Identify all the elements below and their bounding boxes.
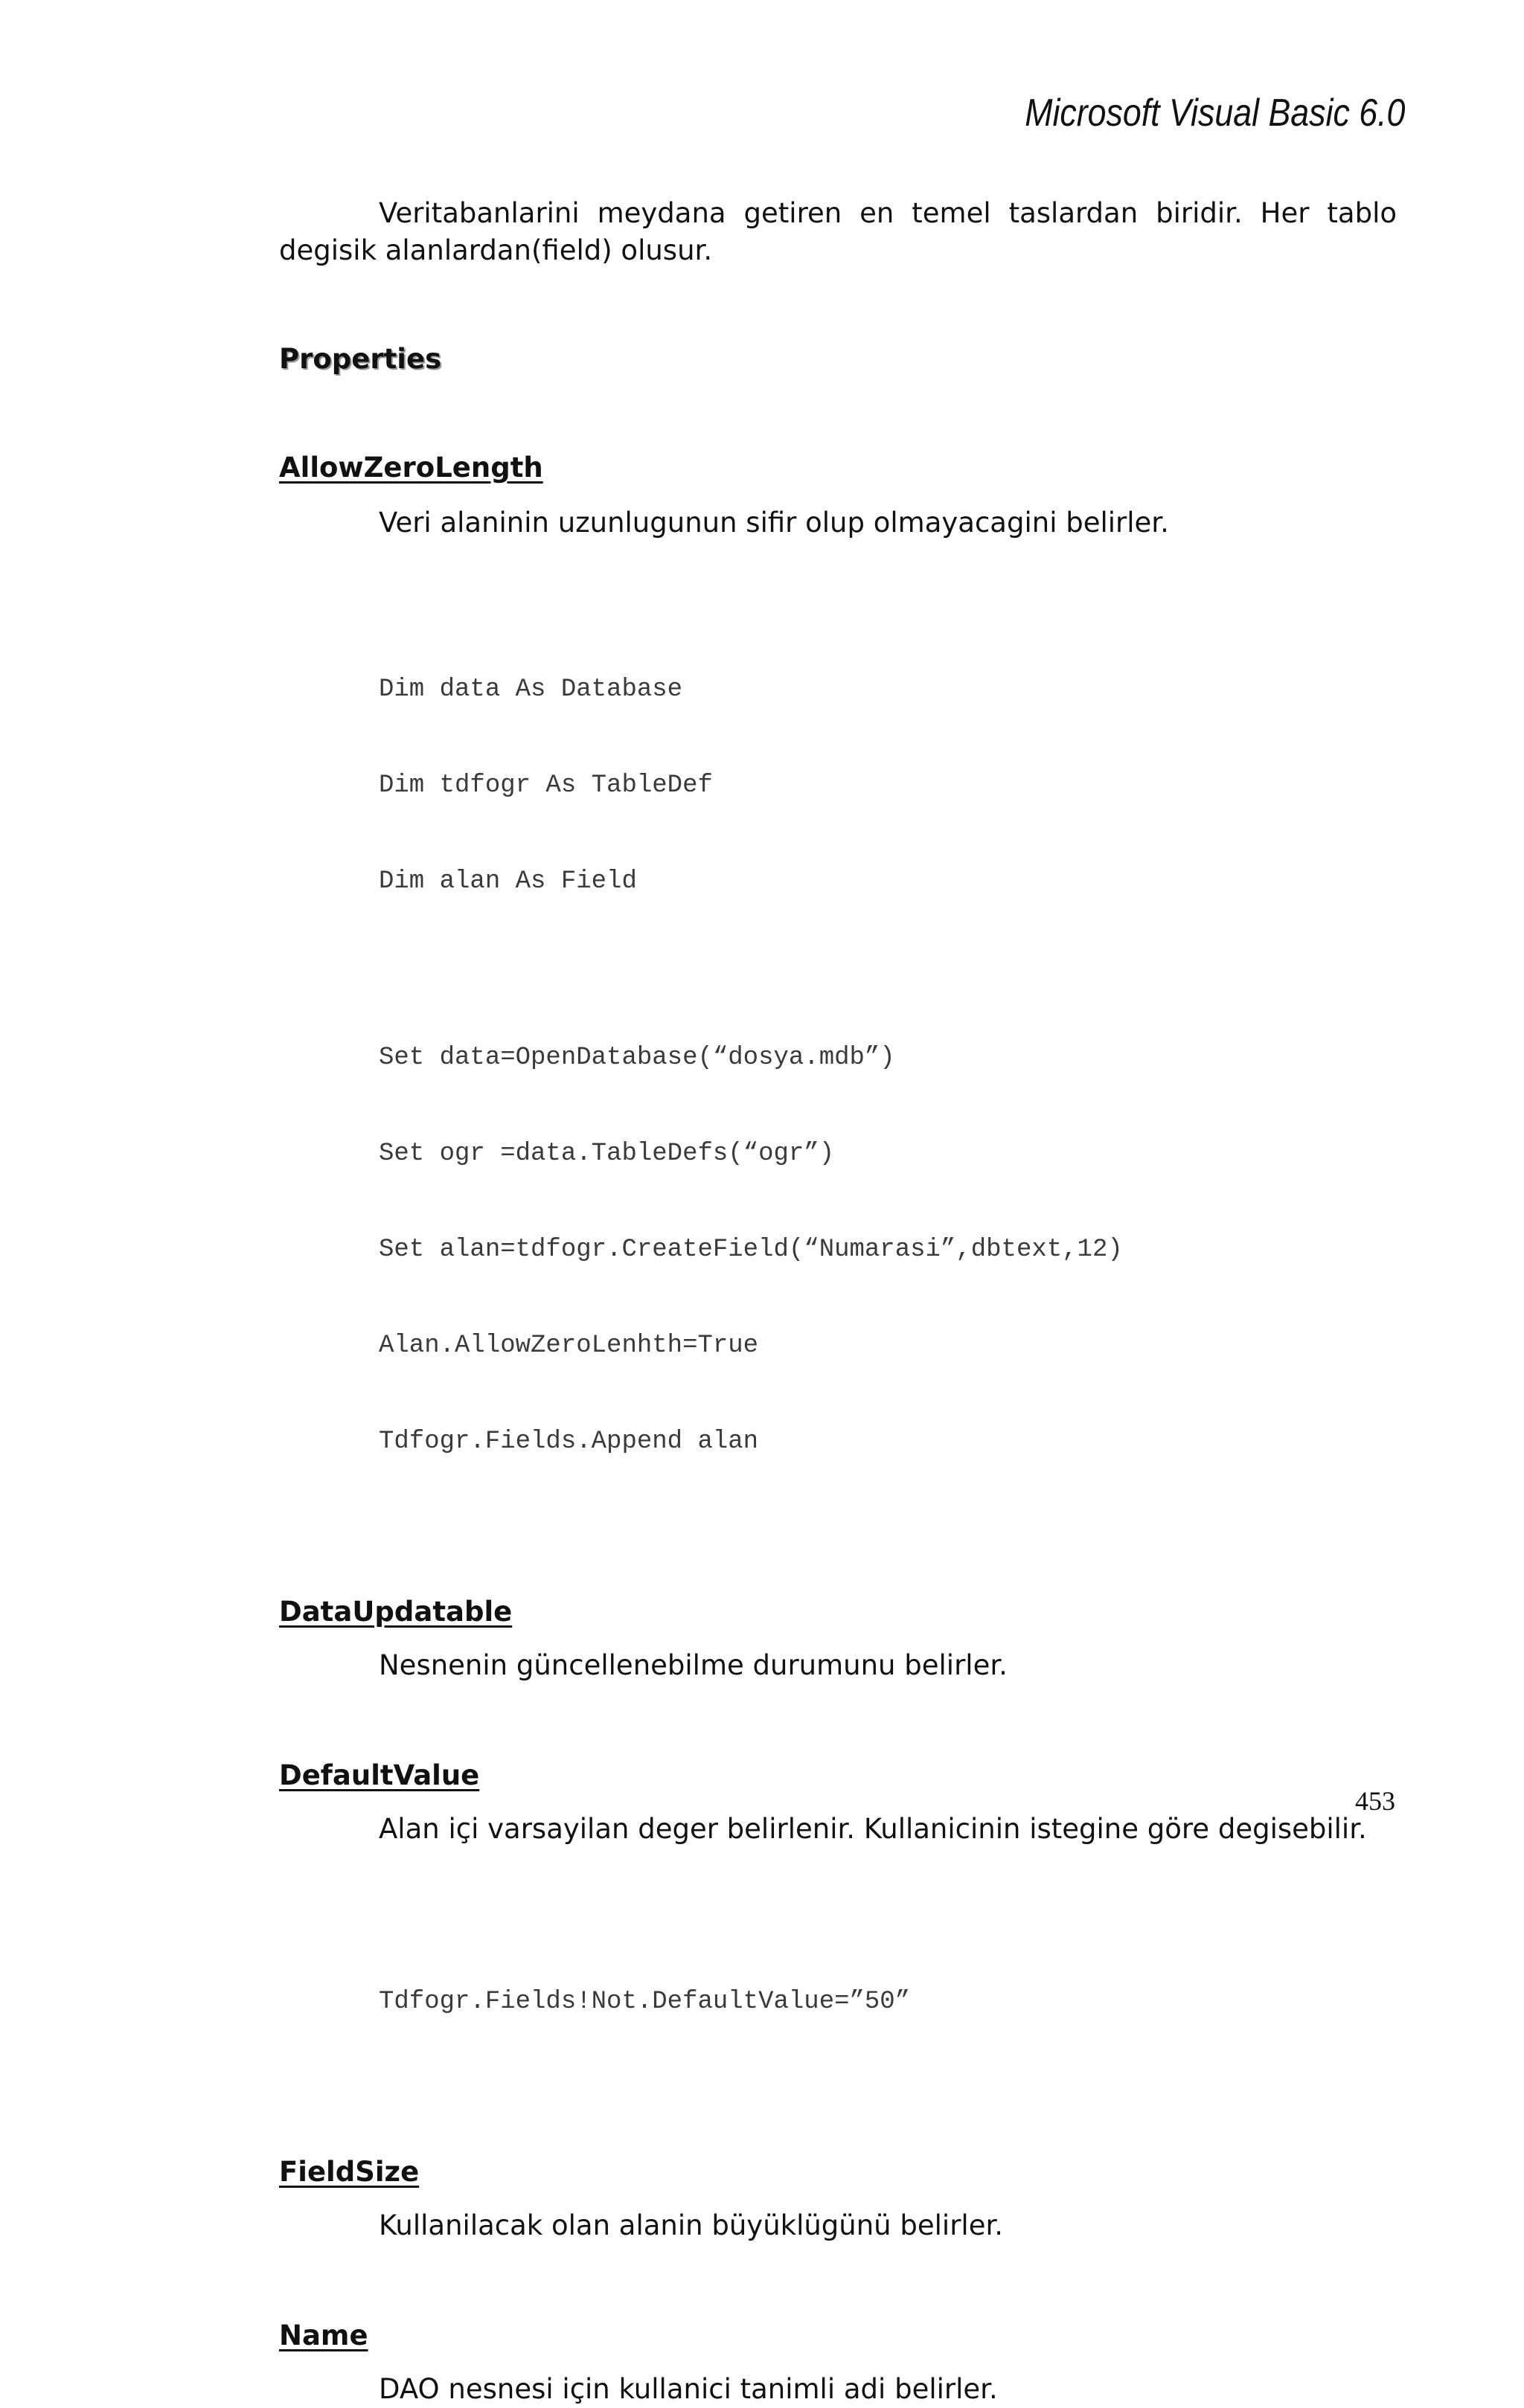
code-line: Dim tdfogr As TableDef — [379, 771, 713, 800]
allowzerolength-description: Veri alaninin uzunlugunun sifir olup olmayacagini belirler. — [379, 507, 1169, 539]
dataupdatable-heading: DataUpdatable — [279, 1596, 513, 1628]
defaultvalue-heading: DefaultValue — [279, 1759, 480, 1791]
defaultvalue-description: Alan içi varsayilan deger belirlenir. Kullanicinin istegine göre degisebilir. — [379, 1813, 1367, 1845]
intro-paragraph: Veritabanlarini meydana getiren en temel taslardan biridir. Her tablo degisik alanlardan(field) olusur. — [279, 197, 1397, 266]
dataupdatable-description: Nesnenin güncellenebilme durumunu belirler. — [379, 1649, 1008, 1681]
name-heading: Name — [279, 2319, 368, 2351]
code-line: Alan.AllowZeroLenhth=True — [379, 1332, 759, 1360]
name-description: DAO nesnesi için kullanici tanimli adi belirler. — [379, 2373, 998, 2405]
allowzerolength-code-declarations — [279, 610, 1397, 962]
defaultvalue-code — [279, 1922, 1397, 2082]
allowzerolength-heading: AllowZeroLength — [279, 452, 543, 484]
code-line: Tdfogr.Fields.Append alan — [379, 1428, 759, 1456]
fieldsize-description: Kullanilacak olan alanin büyüklügünü belirler. — [379, 2209, 1004, 2241]
page-number: 453 — [1355, 1786, 1395, 1816]
code-line: Dim data As Database — [379, 675, 683, 704]
code-line: Set alan=tdfogr.CreateField(“Numarasi”,dbtext,12) — [379, 1236, 1123, 1264]
header-title: Microsoft Visual Basic 6.0 — [1024, 91, 1405, 135]
code-line: Set data=OpenDatabase(“dosya.mdb”) — [379, 1044, 895, 1072]
code-line: Dim alan As Field — [379, 867, 637, 896]
fieldsize-heading: FieldSize — [279, 2156, 420, 2188]
properties-heading: Properties — [279, 343, 442, 375]
allowzerolength-code-statements — [279, 978, 1397, 1522]
page-content — [279, 195, 1397, 2408]
code-line: Tdfogr.Fields!Not.DefaultValue=”50” — [379, 1988, 911, 2016]
code-line: Set ogr =data.TableDefs(“ogr”) — [379, 1140, 835, 1168]
